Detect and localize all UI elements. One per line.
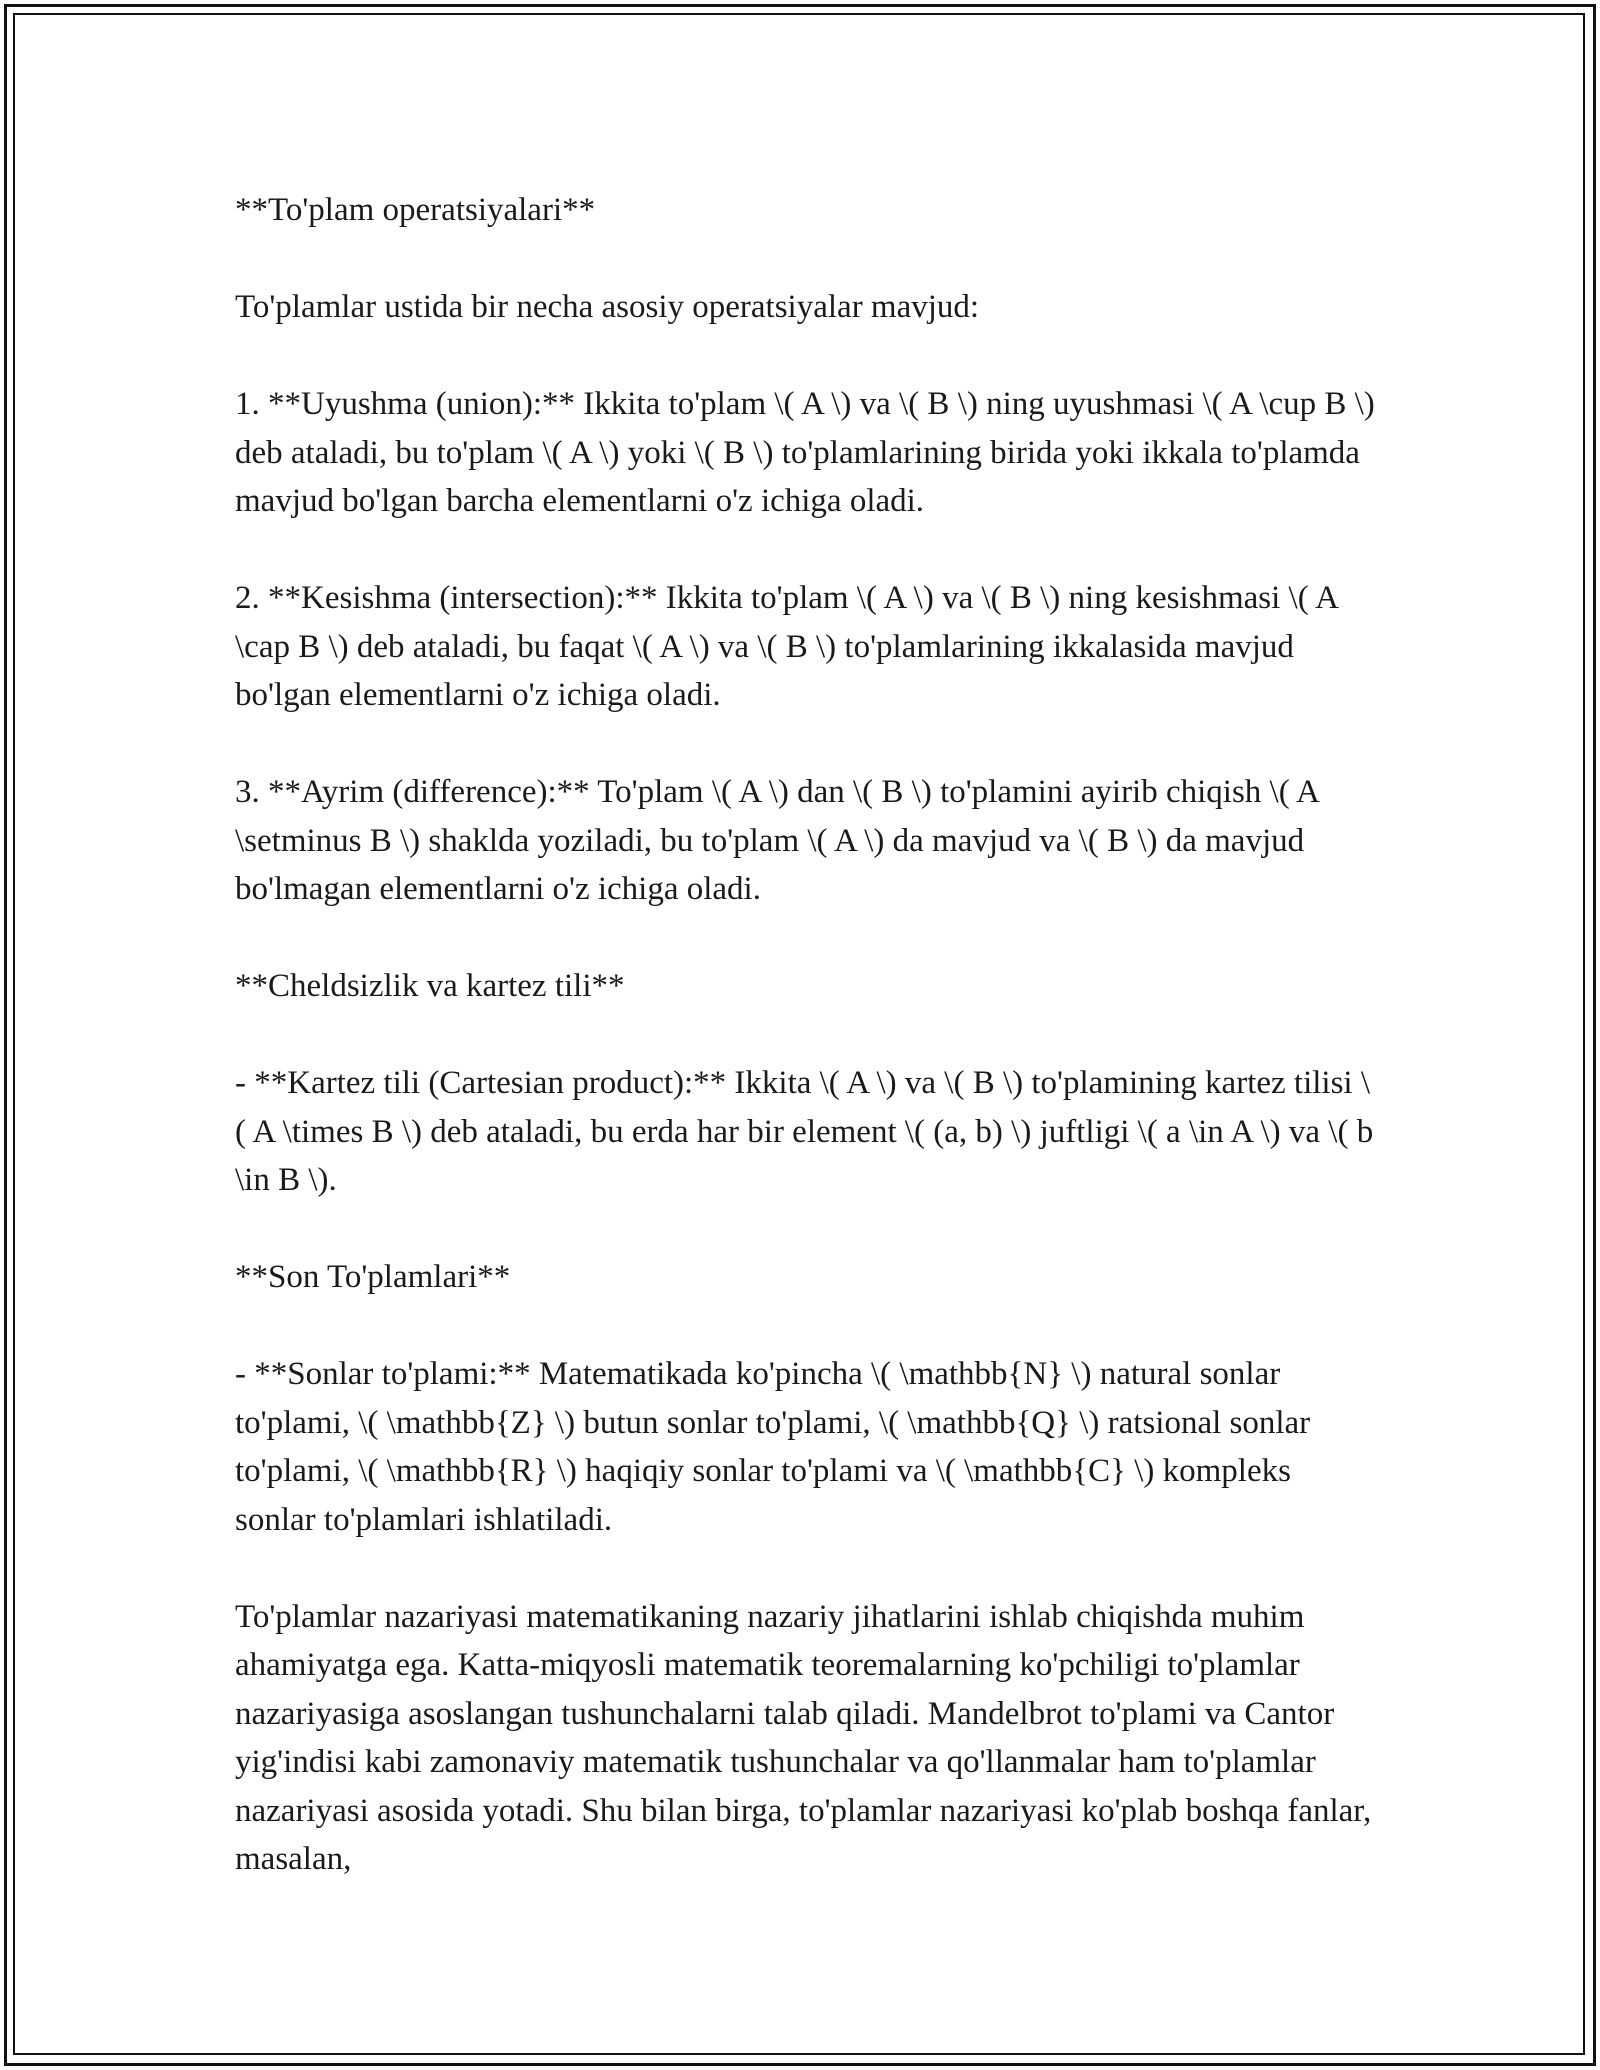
document-body	[235, 186, 1375, 1884]
list-item-union: 1. **Uyushma (union):** Ikkita to'plam \( A \) va \( B \) ning uyushmasi \( A \cup B \) deb ataladi, bu to'plam \( A \) yoki \( B \) to'plamlarining birida yoki ikkala to'plamda mavjud bo'lgan barcha elementlarni o'z ichiga oladi.	[235, 386, 1375, 519]
heading-number-sets: **Son To'plamlari**	[235, 1259, 511, 1295]
list-item-number-sets: - **Sonlar to'plami:** Matematikada ko'pincha \( \mathbb{N} \) natural sonlar to'plami, \( \mathbb{Z} \) butun sonlar to'plami, \( \mathbb{Q} \) ratsional sonlar to'plami, \( \mathbb{R} \) haqiqiy sonlar to'plami va \( \mathbb{C} \) kompleks sonlar to'plamlari ishlatiladi.	[235, 1356, 1311, 1538]
list-item-cartesian-product: - **Kartez tili (Cartesian product):** Ikkita \( A \) va \( B \) to'plamining kartez tilisi \( A \times B \) deb ataladi, bu erda har bir element \( (a, b) \) juftligi \( a \in A \) va \( b \in B \).	[235, 1065, 1374, 1198]
list-item-intersection: 2. **Kesishma (intersection):** Ikkita to'plam \( A \) va \( B \) ning kesishmasi \( A \cap B \) deb ataladi, bu faqat \( A \) va \( B \) to'plamlarining ikkalasida mavjud bo'lgan elementlarni o'z ichiga oladi.	[235, 580, 1338, 713]
intro-paragraph: To'plamlar ustida bir necha asosiy operatsiyalar mavjud:	[235, 289, 980, 325]
closing-paragraph: To'plamlar nazariyasi matematikaning nazariy jihatlarini ishlab chiqishda muhim ahamiyatga ega. Katta-miqyosli matematik teoremalarning ko'pchiligi to'plamlar nazariyasiga asoslangan tushunchalarni talab qiladi. Mandelbrot to'plami va Cantor yig'indisi kabi zamonaviy matematik tushunchalar va qo'llanmalar ham to'plamlar nazariyasi asosida yotadi. Shu bilan birga, to'plamlar nazariyasi ko'plab boshqa fanlar, masalan,	[235, 1598, 1372, 1877]
list-item-difference: 3. **Ayrim (difference):** To'plam \( A \) dan \( B \) to'plamini ayirib chiqish \( A \setminus B \) shaklda yoziladi, bu to'plam \( A \) da mavjud va \( B \) da mavjud bo'lmagan elementlarni o'z ichiga oladi.	[235, 774, 1319, 907]
heading-set-operations: **To'plam operatsiyalari**	[235, 192, 596, 228]
heading-cartesian: **Cheldsizlik va kartez tili**	[235, 968, 625, 1004]
